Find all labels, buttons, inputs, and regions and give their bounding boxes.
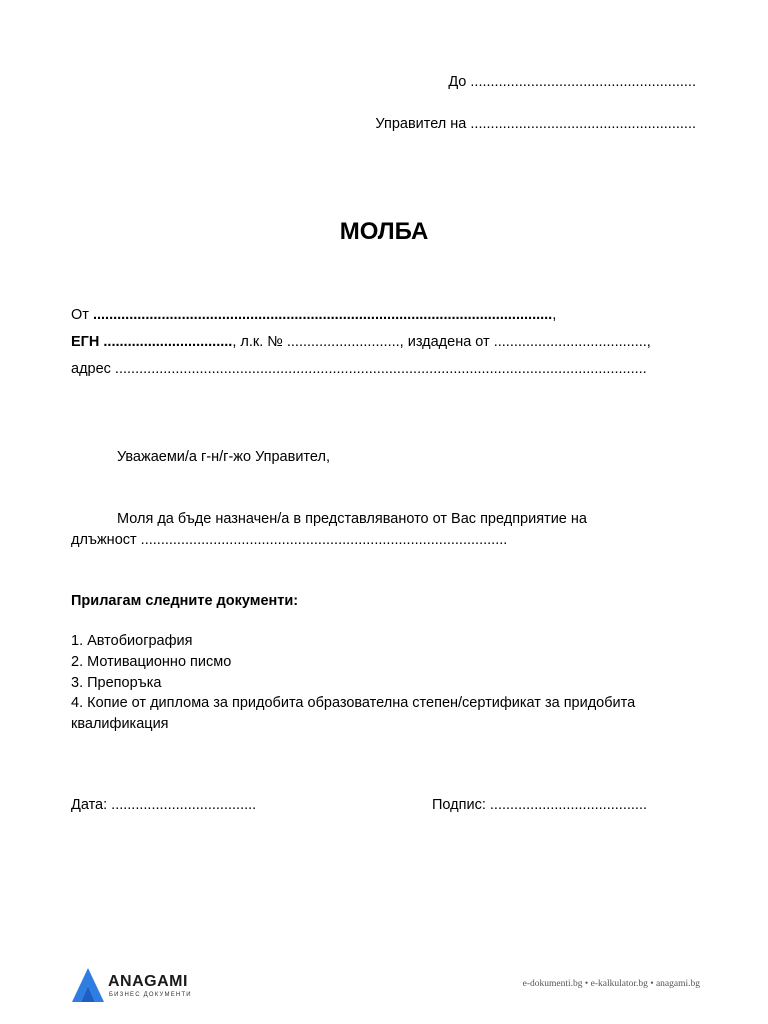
request-line-2: длъжност ........................................................................................... [71, 532, 508, 548]
anagami-logo-icon [70, 966, 106, 1004]
from-line [71, 306, 556, 324]
signature-field: Подпис: ....................................... [432, 797, 648, 813]
anagami-logo [70, 966, 190, 1006]
greeting: Уважаеми/а г-н/г-жо Управител, [117, 449, 330, 465]
from-comma: , [552, 307, 557, 323]
addressee-line: До ........................................................ [448, 74, 696, 90]
manager-line: Управител на ........................................................ [375, 116, 696, 132]
logo-tagline: БИЗНЕС ДОКУМЕНТИ [109, 992, 192, 998]
egn-line [71, 333, 651, 351]
egn-dots: ................................ [103, 334, 233, 350]
attachment-item: 1. Автобиография [71, 633, 193, 649]
id-card-text: , л.к. № ............................, издадена от ......................................, [232, 334, 651, 350]
attachments-heading: Прилагам следните документи: [71, 593, 299, 609]
attachment-item: 3. Препоръка [71, 675, 162, 691]
footer-links: e-dokumenti.bg • e-kalkulator.bg • anagami.bg [522, 979, 700, 989]
attachment-item-continuation: квалификация [71, 716, 169, 732]
request-line-1: Моля да бъде назначен/а в представляваното от Вас предприятие на [117, 511, 587, 527]
address-line: адрес .................................................................................................................................... [71, 361, 647, 377]
from-dots: .................................................................................................................. [92, 307, 553, 323]
date-field: Дата: .................................... [71, 797, 257, 813]
egn-label: ЕГН [71, 334, 104, 350]
from-label: От [71, 307, 93, 323]
attachment-item: 4. Копие от диплома за придобита образователна степен/сертификат за придобита [71, 695, 636, 711]
attachment-item: 2. Мотивационно писмо [71, 654, 232, 670]
page-title: МОЛБА [339, 218, 429, 245]
logo-name: ANAGAMI [108, 973, 188, 990]
